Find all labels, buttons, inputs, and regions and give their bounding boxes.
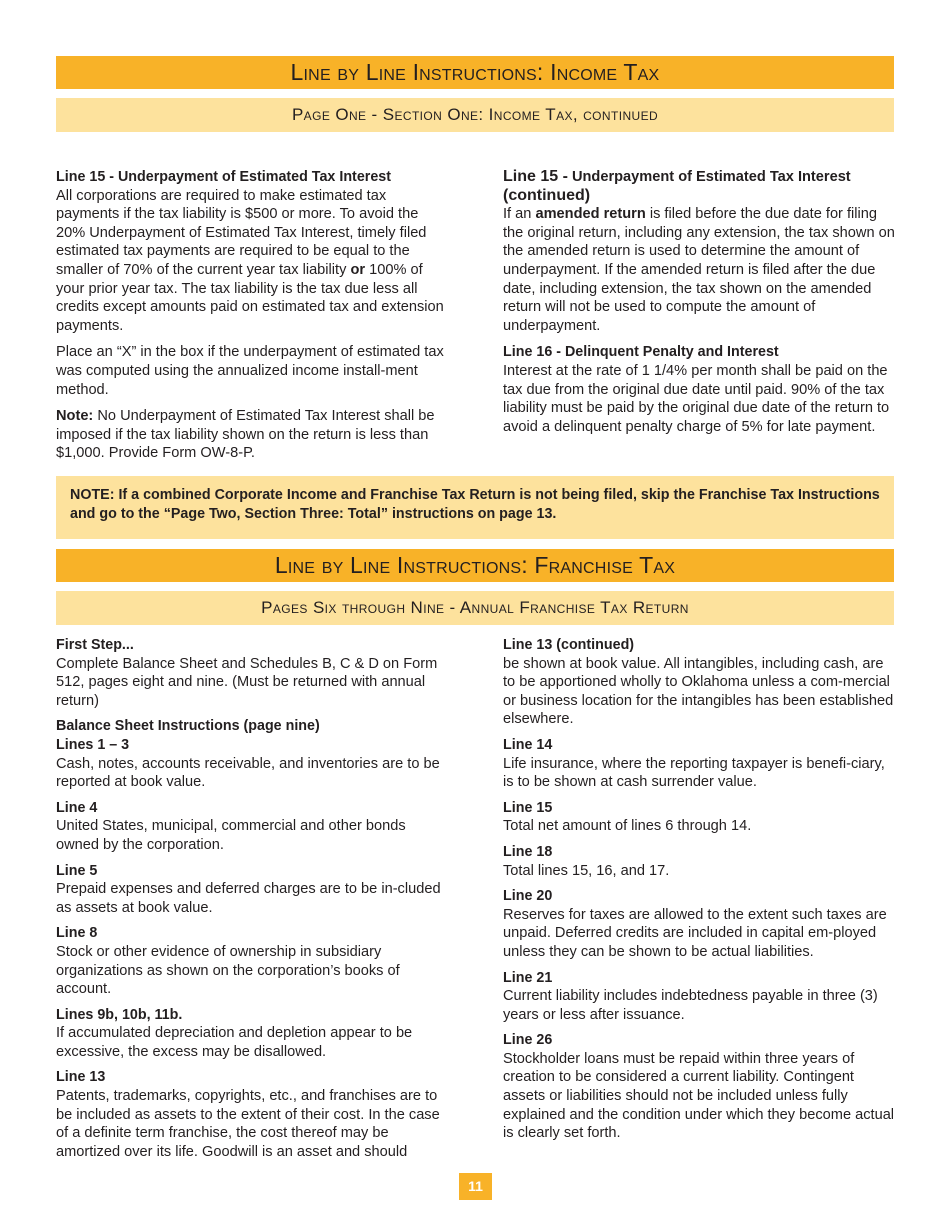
entry-text: Complete Balance Sheet and Schedules B, C & D on Form 512, pages eight and nine. (Must be returned with annual return) xyxy=(56,655,438,709)
line16-text: Interest at the rate of 1 1/4% per month shall be paid on the tax due from the original due date until paid. 90% of the tax liability must be paid by the original due date of the return to avoid a delinquent penalty charge of 5% for late payment. xyxy=(503,362,890,435)
entry xyxy=(56,636,450,710)
income-tax-subheader: Page One - Section One: Income Tax, continued xyxy=(56,98,894,132)
entry-text: Patents, trademarks, copyrights, etc., and franchises are to be included as assets to the extent of their cost. In the case of a definite term franchise, the cost thereof may be amortized over its life. Goodwill is an asset and should xyxy=(56,1088,440,1160)
entry-text: Prepaid expenses and deferred charges are to be in-cluded as assets at book value. xyxy=(56,881,441,916)
income-tax-header: Line by Line Instructions: Income Tax xyxy=(56,56,894,89)
page-number: 11 xyxy=(459,1173,492,1200)
entry xyxy=(56,1068,450,1161)
entry-title: Lines 9b, 10b, 11b. xyxy=(56,1006,183,1023)
entry-text: Stockholder loans must be repaid within three years of creation to be considered a current liability. Contingent assets or liabilities should not be included unless fully explained and the condition under which they become actual is clearly set forth. xyxy=(503,1050,895,1142)
line15-or: or xyxy=(350,261,366,278)
entry xyxy=(503,636,895,729)
entry xyxy=(503,843,895,880)
entry-title: Line 20 xyxy=(503,888,553,905)
entry xyxy=(56,799,450,855)
note-label: Note: xyxy=(56,408,94,425)
franchise-tax-subheader: Pages Six through Nine - Annual Franchise Tax Return xyxy=(56,591,894,625)
entry-text: be shown at book value. All intangibles, including cash, are to be apportioned wholly to Oklahoma unless a com-mercial or business location for the intangibles has been established elsewhere. xyxy=(503,655,894,728)
line15-title: Line 15 - Underpayment of Estimated Tax Interest xyxy=(56,169,391,185)
line16-title: Line 16 - Delinquent Penalty and Interest xyxy=(503,344,779,361)
entry xyxy=(503,736,895,792)
entry-title: Lines 1 – 3 xyxy=(56,736,130,753)
entry-text: Total lines 15, 16, and 17. xyxy=(503,862,670,879)
line15-text-b: 100% of your prior year tax. The tax liability is the tax due less all credits except amounts paid on estimated tax and extension payments. xyxy=(56,261,444,334)
note-text: No Underpayment of Estimated Tax Interest shall be imposed if the tax liability shown on the return is less than $1,000. Provide Form OW-8-P. xyxy=(56,408,435,462)
entry-title: Line 4 xyxy=(56,799,98,816)
entry-title: Line 18 xyxy=(503,843,553,860)
income-right-column xyxy=(503,168,895,444)
entry-text: Life insurance, where the reporting taxpayer is benefi-ciary, is to be shown at cash surrender value. xyxy=(503,755,885,791)
entry xyxy=(56,736,450,792)
franchise-left-column xyxy=(56,636,450,1168)
entry-text: Reserves for taxes are allowed to the extent such taxes are unpaid. Deferred credits are included in capital em-ployed unless they can be shown to be actual liabilities. xyxy=(503,906,887,960)
amend-bold: amended return xyxy=(535,206,646,223)
line15c-line: Line 15 - xyxy=(503,168,568,185)
entry xyxy=(503,887,895,961)
income-left-column xyxy=(56,168,450,471)
line15-text-a: All corporations are required to make estimated tax payments if the tax liability is $500 or more. To avoid the 20% Underpayment of Estimated Tax Interest, timely filed estimated tax payments are required to be equal to the smaller of 70% of the current year tax liability xyxy=(56,187,427,278)
entry-title: Line 15 xyxy=(503,799,553,816)
entry xyxy=(56,862,450,918)
amend-text-b: is filed before the due date for filing the original return, including any extension, the tax shown on the amended return is used to determine the amount of underpayment. If the amended return is filed after the due date, including extension, the tax shown on the amended return will not be used to compute the amount of underpayment. xyxy=(503,206,895,334)
entry-title: Line 21 xyxy=(503,969,553,986)
entry-text: Total net amount of lines 6 through 14. xyxy=(503,818,752,835)
franchise-tax-header: Line by Line Instructions: Franchise Tax xyxy=(56,549,894,582)
line15c-continued: (continued) xyxy=(503,186,591,204)
entry xyxy=(56,924,450,998)
amend-text-a: If an xyxy=(503,206,532,223)
franchise-right-column xyxy=(503,636,895,1150)
entry xyxy=(56,717,450,736)
entry-title: Line 14 xyxy=(503,736,553,753)
franchise-skip-note: NOTE: If a combined Corporate Income and Franchise Tax Return is not being filed, skip the Franchise Tax Instructions and go to the “Page Two, Section Three: Total” instructions on page 13. xyxy=(56,476,894,539)
entry-text: Stock or other evidence of ownership in subsidiary organizations as shown on the corporation’s books of account. xyxy=(56,943,400,998)
place-x-text: Place an “X” in the box if the underpayment of estimated tax was computed using the annualized income install-ment method. xyxy=(56,344,444,398)
entry-title: Line 26 xyxy=(503,1032,553,1049)
entry-title: First Step... xyxy=(56,637,134,653)
entry-text: United States, municipal, commercial and other bonds owned by the corporation. xyxy=(56,818,406,853)
entry-title: Line 8 xyxy=(56,925,98,942)
entry-title: Balance Sheet Instructions (page nine) xyxy=(56,718,320,735)
entry-title: Line 13 (continued) xyxy=(503,637,635,653)
entry xyxy=(503,969,895,1025)
entry-title: Line 13 xyxy=(56,1069,106,1086)
entry xyxy=(56,1006,450,1062)
line15c-title: Underpayment of Estimated Tax Interest xyxy=(571,169,851,185)
entry-title: Line 5 xyxy=(56,862,98,879)
entry xyxy=(503,1031,895,1143)
entry xyxy=(503,799,895,836)
entry-text: Cash, notes, accounts receivable, and inventories are to be reported at book value. xyxy=(56,755,440,791)
entry-text: Current liability includes indebtedness payable in three (3) years or less after issuance. xyxy=(503,988,878,1023)
entry-text: If accumulated depreciation and depletion appear to be excessive, the excess may be disallowed. xyxy=(56,1025,413,1060)
